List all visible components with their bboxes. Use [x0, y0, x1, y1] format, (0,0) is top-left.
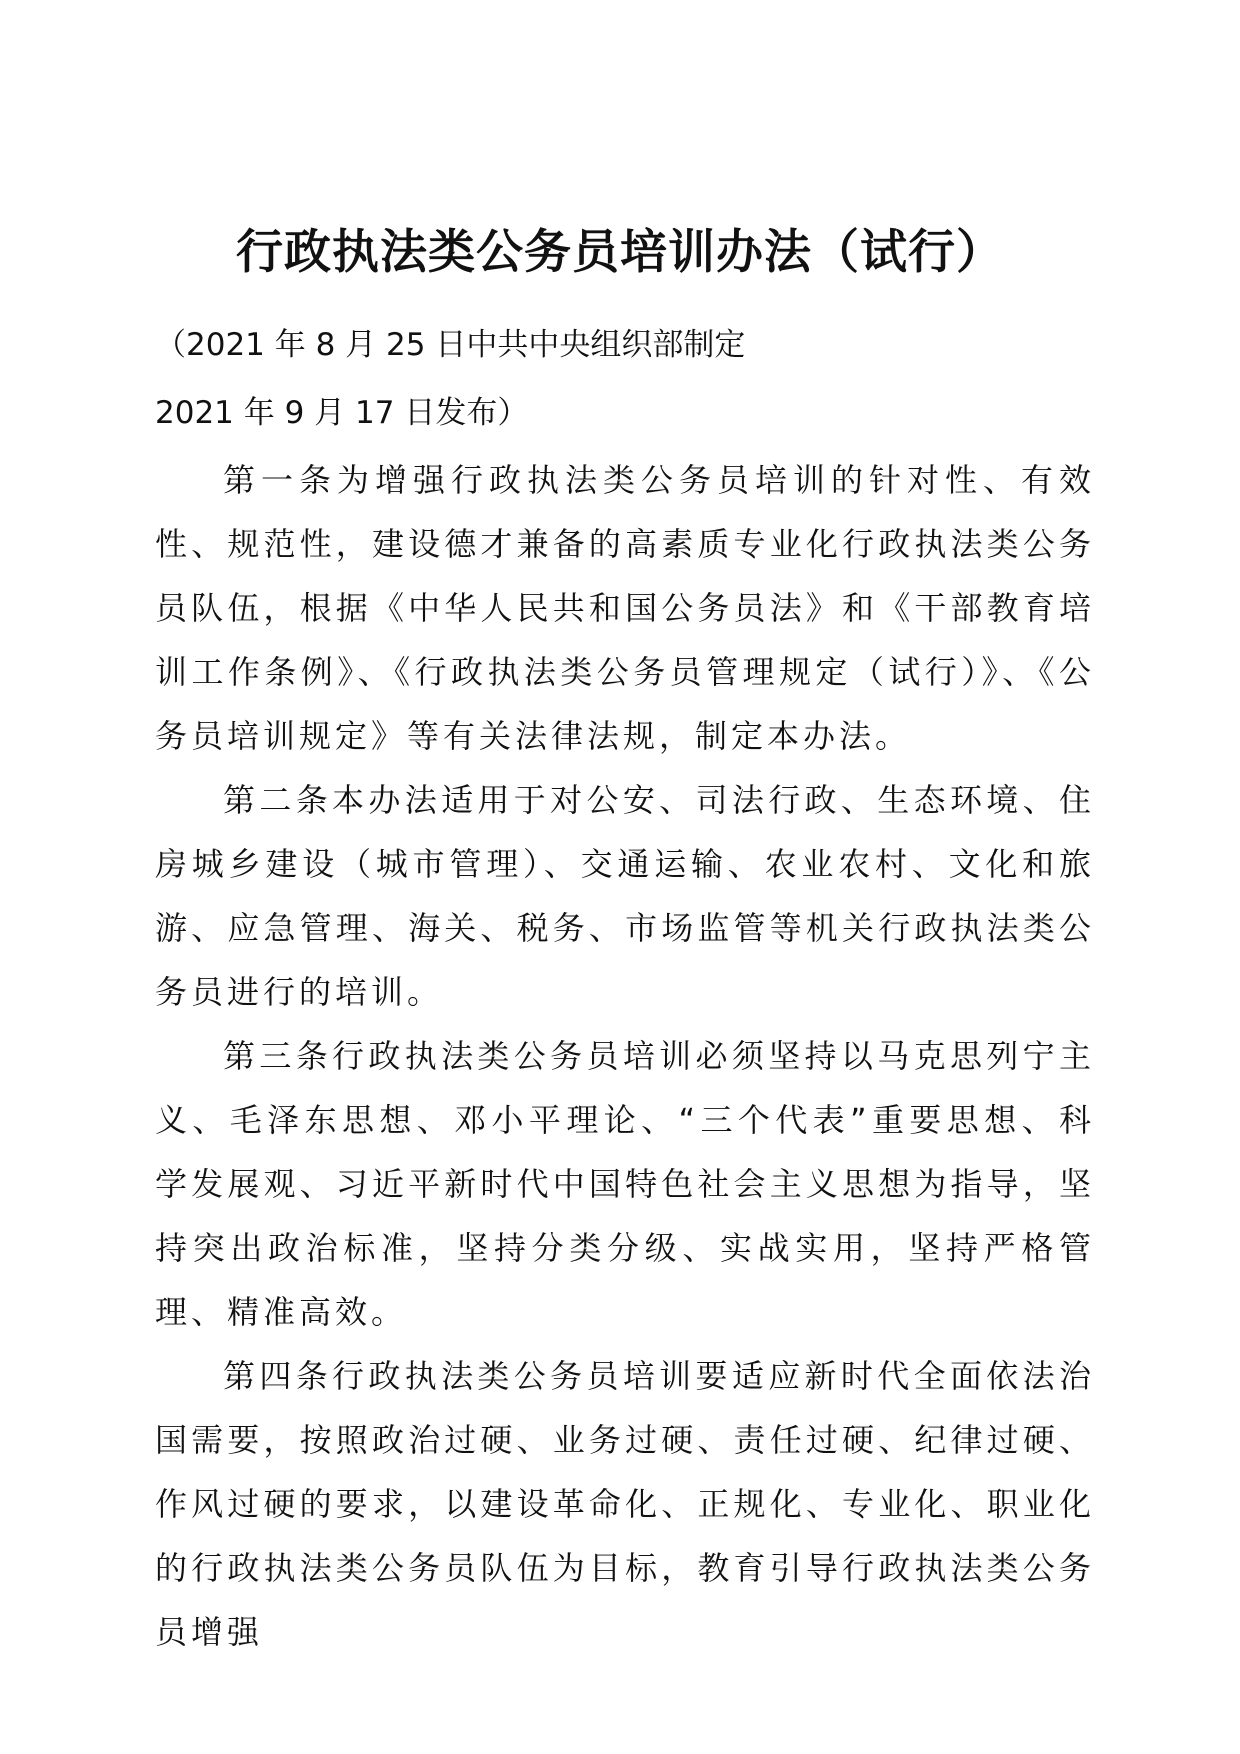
article-4: 第四条行政执法类公务员培训要适应新时代全面依法治国需要，按照政治过硬、业务过硬、责任过硬、纪律过硬、作风过硬的要求，以建设革命化、正规化、专业化、职业化的行政执法类公务员队伍为目标，教育引导行政执法类公务员增强	[155, 1357, 1095, 1651]
issuance-line-2: 2021 年 9 月 17 日发布）	[155, 395, 529, 431]
article-3: 第三条行政执法类公务员培训必须坚持以马克思列宁主义、毛泽东思想、邓小平理论、“三个代表”重要思想、科学发展观、习近平新时代中国特色社会主义思想为指导，坚持突出政治标准，坚持分类分级、实战实用，坚持严格管理、精准高效。	[155, 1037, 1095, 1331]
document-body	[155, 448, 1095, 1664]
article-1: 第一条为增强行政执法类公务员培训的针对性、有效性、规范性，建设德才兼备的高素质专业化行政执法类公务员队伍，根据《中华人民共和国公务员法》和《干部教育培训工作条例》、《行政执法类公务员管理规定（试行）》、《公务员培训规定》等有关法律法规，制定本办法。	[155, 461, 1095, 755]
issuance-line-1: （2021 年 8 月 25 日中共中央组织部制定	[155, 327, 746, 363]
article-2: 第二条本办法适用于对公安、司法行政、生态环境、住房城乡建设（城市管理）、交通运输、农业农村、文化和旅游、应急管理、海关、税务、市场监管等机关行政执法类公务员进行的培训。	[155, 781, 1095, 1011]
document-title: 行政执法类公务员培训办法（试行）	[236, 225, 1004, 280]
